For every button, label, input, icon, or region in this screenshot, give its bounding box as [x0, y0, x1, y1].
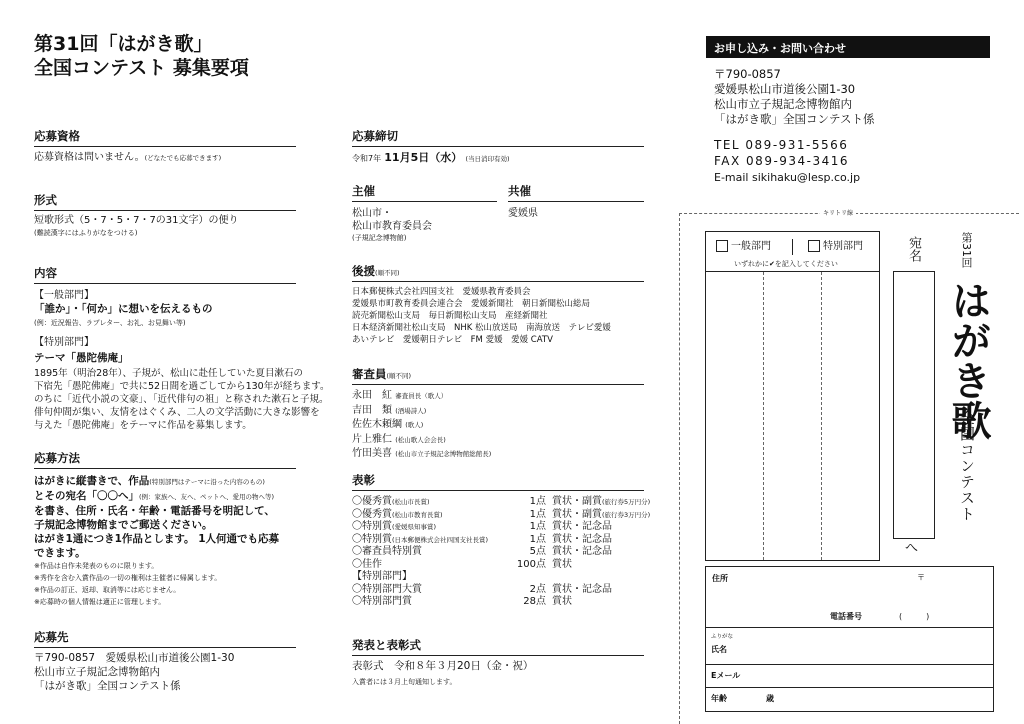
- judge-item: 竹田美喜 (松山市立子規記念博物館総館長): [352, 448, 492, 459]
- method-line-2: とその宛名「〇〇へ」(例：家族へ、友へ、ペットへ、愛用の物へ等): [34, 490, 275, 502]
- award-row: 〇優秀賞(松山市長賞) 1点 賞状・副賞 (旅行券5万円分): [352, 496, 651, 507]
- judge-item: 吉田 類 (酒場詩人): [352, 404, 427, 416]
- dept-separator: [792, 239, 793, 255]
- content-heading: 内容: [34, 265, 296, 284]
- method-line-1: はがきに縦書きで、作品(特別部門はテーマに沿った内容のもの): [34, 475, 265, 487]
- award-row: 〇特別部門大賞 2点 賞状・記念品: [352, 583, 612, 595]
- announcement-heading: 発表と表彰式: [352, 637, 644, 656]
- inquiry-bar: お申し込み・お問い合わせ: [706, 36, 990, 58]
- inquiry-email: E-mail sikihaku@lesp.co.jp: [714, 171, 861, 184]
- support-body: [352, 286, 611, 346]
- age-input[interactable]: [735, 689, 765, 709]
- method-body: [34, 474, 279, 560]
- special-dept-option-label: 特別部門: [823, 241, 863, 252]
- cosponsor-text: 愛媛県: [508, 208, 538, 219]
- inquiry-line: 「はがき歌」全国コンテスト係: [714, 112, 875, 126]
- description-line: 俳句仲間が集い、友情をはぐくみ、二人の文学活動に大きな影響を: [34, 407, 320, 418]
- phone-field-label: 電話番号: [830, 612, 862, 621]
- description-line: 与えた「愚陀佛庵」をテーマに作品を募集します。: [34, 420, 252, 431]
- phone-input[interactable]: ( ): [899, 612, 930, 621]
- name-field-label: 氏名: [711, 645, 727, 654]
- support-line: 読売新聞松山支局 毎日新聞松山支局 産経新聞社: [352, 311, 548, 321]
- award-row: 〇特別賞(愛媛県知事賞) 1点 賞状・記念品: [352, 521, 612, 532]
- award-row: 〇佳作 100点 賞状: [352, 558, 572, 570]
- inquiry-address: [714, 67, 875, 127]
- special-dept-description: [34, 367, 329, 432]
- address-field-label: 住所: [712, 574, 728, 583]
- method-note: ※作品の訂正、返却、取消等には応じません。: [34, 586, 181, 594]
- format-heading: 形式: [34, 192, 296, 211]
- name-input[interactable]: [705, 630, 994, 664]
- age-field-label: 年齢: [711, 694, 727, 703]
- general-dept-note: (例：近況報告、ラブレター、お礼、お見舞い等): [34, 319, 186, 327]
- poem-entry-box: [705, 231, 880, 561]
- special-dept-checkbox[interactable]: [808, 240, 820, 252]
- method-heading: 応募方法: [34, 450, 296, 469]
- award-row: 〇審査員特別賞 5点 賞状・記念品: [352, 546, 612, 557]
- side-logo-title: はがき歌: [945, 280, 992, 440]
- method-note: ※作品は自作未発表のものに限ります。: [34, 562, 159, 570]
- deadline-text: 令和7年 11月5日（水） (当日消印有効): [352, 151, 510, 164]
- judge-item: 佐佐木頼綱 (歌人): [352, 419, 424, 430]
- organizer-line: 松山市教育委員会: [352, 221, 432, 232]
- description-line: 1895年（明治28年）、子規が、松山に赴任していた夏目漱石の: [34, 368, 304, 379]
- deadline-heading: 応募締切: [352, 128, 644, 147]
- email-field-label: Eメール: [711, 671, 741, 680]
- inquiry-fax: FAX 089-934-3416: [714, 154, 850, 168]
- judge-item: 片上雅仁 (松山歌人会会長): [352, 433, 446, 445]
- support-line: 愛媛県市町教育委員会連合会 愛媛新聞社 朝日新聞松山総局: [352, 299, 591, 309]
- support-heading: 後援(順不同): [352, 263, 644, 282]
- special-awards-label: 【特別部門】: [352, 571, 412, 582]
- announcement-text: 表彰式 令和８年３月20日（金・祝）: [352, 660, 534, 672]
- award-row: 〇特別部門賞 28点 賞状: [352, 596, 572, 607]
- row-divider: [705, 627, 994, 628]
- address-line: 「はがき歌」全国コンテスト係: [34, 680, 181, 692]
- method-note: ※秀作を含む入賞作品の一切の権利は主催者に帰属します。: [34, 574, 222, 582]
- general-dept-label: 【一般部門】: [34, 290, 94, 301]
- recipient-input-box[interactable]: [893, 271, 935, 539]
- general-dept-text: 「誰か」・「何か」に想いを伝えるもの: [34, 303, 213, 315]
- inquiry-line: 〒790-0857: [714, 67, 781, 81]
- dept-instruction: いずれかに✔を記入してください: [734, 260, 838, 268]
- row-divider: [705, 664, 994, 665]
- eligibility-heading: 応募資格: [34, 128, 296, 147]
- organizer-line: 松山市・: [352, 208, 392, 219]
- furigana-label: ふりがな: [711, 634, 734, 640]
- inquiry-line: 愛媛県松山市道後公園1-30: [714, 82, 856, 96]
- address-heading: 応募先: [34, 629, 296, 648]
- award-row: 〇優秀賞(松山市教育長賞) 1点 賞状・副賞 (旅行券3万円分): [352, 508, 651, 520]
- support-line: あいテレビ 愛媛朝日テレビ FM 愛媛 愛媛 CATV: [352, 335, 553, 345]
- organizer-note: (子規記念博物館): [352, 234, 407, 242]
- judges-list: [352, 389, 491, 462]
- general-dept-option-label: 一般部門: [731, 241, 771, 252]
- check-mark-icon: ✔: [769, 260, 775, 268]
- address-body: [34, 651, 234, 693]
- recipient-label: 宛名: [906, 236, 921, 262]
- organizer-body: [352, 207, 432, 243]
- method-notes: [34, 561, 221, 607]
- eligibility-text: 応募資格は問いません。(どなたでも応募できます): [34, 152, 222, 163]
- inquiry-phone: TEL 089-931-5566: [714, 138, 849, 152]
- description-line: 下宿先「愚陀佛庵」で共に52日間を過ごしてから130年が経ちます。: [34, 381, 330, 392]
- postal-mark: 〒: [917, 573, 925, 582]
- awards-list: [352, 496, 672, 609]
- general-dept-checkbox[interactable]: [716, 240, 728, 252]
- announcement-note: 入賞者には３月上旬通知します。: [352, 678, 457, 686]
- method-line-5: はがき1通につき1作品とします。 1人何通でも応募: [34, 533, 280, 545]
- description-line: のちに「近代小説の文豪」、「近代俳句の祖」と称された漱石と子規。: [34, 394, 329, 405]
- age-unit: 歳: [766, 694, 774, 703]
- address-line: 〒790-0857 愛媛県松山市道後公園1-30: [34, 652, 235, 664]
- support-line: 日本経済新聞社松山支局 NHK 松山放送局 南海放送 テレビ愛媛: [352, 323, 611, 333]
- special-dept-label: 【特別部門】: [34, 337, 94, 348]
- format-note: (難読漢字にはふりがなをつける): [34, 229, 138, 237]
- side-round: 第31回: [960, 232, 973, 268]
- title-line-2: 全国コンテスト 募集要項: [34, 57, 249, 79]
- organizer-heading: 主催: [352, 183, 497, 202]
- title-line-1: 第31回「はがき歌」: [34, 33, 213, 55]
- special-dept-theme: テーマ「愚陀佛庵」: [34, 352, 129, 364]
- judge-item: 永田 紅 審査員長（歌人）: [352, 390, 448, 401]
- poem-guide-line: [763, 272, 764, 560]
- method-note: ※応募時の個人情報は適正に管理します。: [34, 598, 166, 606]
- judges-heading: 審査員(順不同): [352, 366, 644, 385]
- address-line: 松山市立子規記念博物館内: [34, 666, 160, 678]
- recipient-suffix: へ: [905, 541, 919, 556]
- method-line-6: できます。: [34, 547, 86, 559]
- support-line: 日本郵便株式会社四国支社 愛媛県教育委員会: [352, 287, 531, 297]
- method-line-4: 子規記念博物館までご郵送ください。: [34, 519, 213, 531]
- dept-divider: [705, 271, 880, 272]
- cosponsor-heading: 共催: [508, 183, 644, 202]
- format-text: 短歌形式（5・7・5・7・7の31文字）の便り: [34, 215, 239, 226]
- cut-line-label: キリトリ線: [820, 208, 856, 217]
- awards-heading: 表彰: [352, 472, 644, 491]
- inquiry-line: 松山市立子規記念博物館内: [714, 97, 852, 111]
- page-title: [34, 32, 249, 80]
- row-divider: [705, 687, 994, 688]
- side-subtitle: 全国コンテスト: [958, 410, 976, 522]
- poem-guide-line: [821, 272, 822, 560]
- email-input[interactable]: [750, 666, 994, 686]
- method-line-3: を書き、住所・氏名・年齢・電話番号を明記して、: [34, 505, 275, 517]
- award-row: 〇特別賞(日本郵便株式会社四国支社長賞) 1点 賞状・記念品: [352, 533, 612, 545]
